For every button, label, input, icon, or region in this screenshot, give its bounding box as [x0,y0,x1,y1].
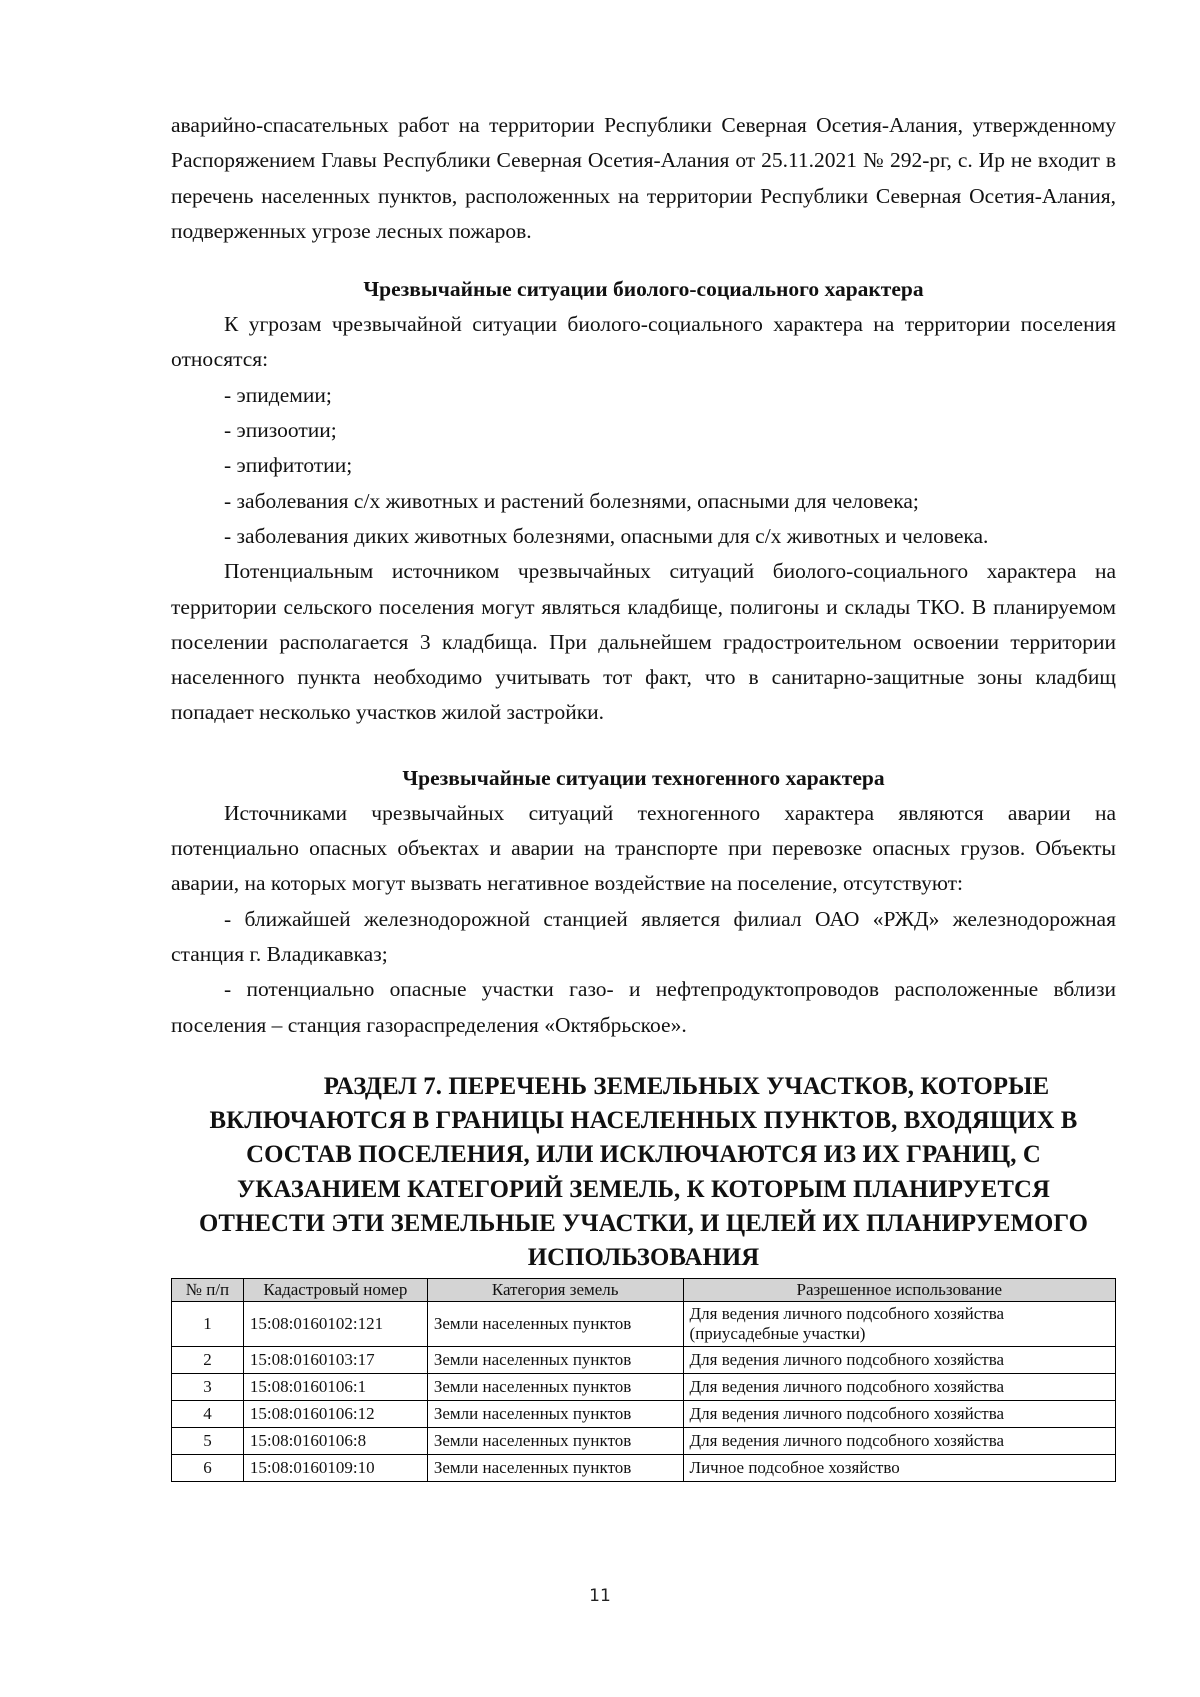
cell-category: Земли населенных пунктов [427,1373,683,1400]
technogenic-paragraph: Источниками чрезвычайных ситуаций техногенного характера являются аварии на потенциально опасных объектах и аварии на транспорте при перевозке опасных грузов. Объекты аварии, на которых могут вызвать негативное воздействие на поселение, отсутствуют: [171,800,1116,896]
cell-category: Земли населенных пунктов [427,1346,683,1373]
technogenic-item: - ближайшей железнодорожной станцией является филиал ОАО «РЖД» железнодорожная станция г. Владикавказ; [171,906,1116,966]
col-header-cadastral: Кадастровый номер [243,1278,427,1301]
bio-social-paragraph: Потенциальным источником чрезвычайных ситуаций биолого-социального характера на территории сельского поселения могут являться кладбище, полигоны и склады ТКО. В планируемом поселении располагается 3 кладбища. При дальнейшем градостроительном освоении территории населенного пункта необходимо учитывать тот факт, что в санитарно-защитные зоны кладбищ попадает несколько участков жилой застройки. [171,559,1116,725]
cell-usage: Для ведения личного подсобного хозяйства [683,1346,1115,1373]
cell-number: 4 [172,1400,244,1427]
bio-social-item: - заболевания с/х животных и растений болезнями, опасными для человека; [224,488,919,513]
cell-usage: Личное подсобное хозяйство [683,1454,1115,1481]
page-number: 11 [589,1586,611,1606]
intro-paragraph: аварийно-спасательных работ на территории Республики Северная Осетия-Алания, утвержденному Распоряжением Главы Республики Северная Осетия-Алания от 25.11.2021 № 292-рг, с. Ир не входит в перечень населенных пунктов, расположенных на территории Республики Северная Осетия-Алания, подверженных угрозе лесных пожаров. [171,113,1116,243]
land-plots-table [171,1278,1116,1482]
cell-cadastral: 15:08:0160106:1 [243,1373,427,1400]
cell-number: 5 [172,1427,244,1454]
section-7-title [171,1070,1116,1276]
cell-usage: Для ведения личного подсобного хозяйства [683,1427,1115,1454]
cell-cadastral: 15:08:0160102:121 [243,1301,427,1346]
technogenic-heading: Чрезвычайные ситуации техногенного характера [402,765,885,790]
cell-number: 3 [172,1373,244,1400]
cell-usage: Для ведения личного подсобного хозяйства [683,1373,1115,1400]
bio-social-heading: Чрезвычайные ситуации биолого-социального характера [363,277,924,302]
section-7-title-line1: РАЗДЕЛ 7. ПЕРЕЧЕНЬ ЗЕМЕЛЬНЫХ УЧАСТКОВ, КОТОРЫЕ [323,1072,1050,1100]
cell-category: Земли населенных пунктов [427,1454,683,1481]
table-row [172,1454,1116,1481]
bio-social-intro: К угрозам чрезвычайной ситуации биолого-социального характера на территории поселения относятся: [171,312,1116,372]
bio-social-item: - эпифитотии; [224,453,353,478]
cell-number: 6 [172,1454,244,1481]
table-header-row [172,1278,1116,1301]
cell-cadastral: 15:08:0160109:10 [243,1454,427,1481]
technogenic-item: - потенциально опасные участки газо- и нефтепродуктопроводов расположенные вблизи поселения – станция газораспределения «Октябрьское». [171,977,1116,1037]
bio-social-item: - заболевания диких животных болезнями, опасными для с/х животных и человека. [224,523,989,548]
cell-number: 2 [172,1346,244,1373]
table-row [172,1346,1116,1373]
page-content [171,108,1116,1482]
col-header-number: № п/п [172,1278,244,1301]
bio-social-item: - эпизоотии; [224,418,337,443]
section-7-title-rest: ВКЛЮЧАЮТСЯ В ГРАНИЦЫ НАСЕЛЕННЫХ ПУНКТОВ, ВХОДЯЩИХ В СОСТАВ ПОСЕЛЕНИЯ, ИЛИ ИСКЛЮЧАЮТСЯ ИЗ ИХ ГРАНИЦ, С УКАЗАНИЕМ КАТЕГОРИЙ ЗЕМЕЛЬ, К КОТОРЫМ ПЛАНИРУЕТСЯ ОТНЕСТИ ЭТИ ЗЕМЕЛЬНЫЕ УЧАСТКИ, И ЦЕЛЕЙ ИХ ПЛАНИРУЕМОГО ИСПОЛЬЗОВАНИЯ [198,1107,1089,1272]
cell-category: Земли населенных пунктов [427,1301,683,1346]
table-row [172,1400,1116,1427]
cell-cadastral: 15:08:0160103:17 [243,1346,427,1373]
col-header-category: Категория земель [427,1278,683,1301]
cell-cadastral: 15:08:0160106:12 [243,1400,427,1427]
cell-usage: Для ведения личного подсобного хозяйства (приусадебные участки) [683,1301,1115,1346]
cell-number: 1 [172,1301,244,1346]
bio-social-item: - эпидемии; [224,382,332,407]
cell-category: Земли населенных пунктов [427,1400,683,1427]
table-row [172,1301,1116,1346]
col-header-usage: Разрешенное использование [683,1278,1115,1301]
table-row [172,1427,1116,1454]
table-row [172,1373,1116,1400]
cell-cadastral: 15:08:0160106:8 [243,1427,427,1454]
cell-usage: Для ведения личного подсобного хозяйства [683,1400,1115,1427]
cell-category: Земли населенных пунктов [427,1427,683,1454]
